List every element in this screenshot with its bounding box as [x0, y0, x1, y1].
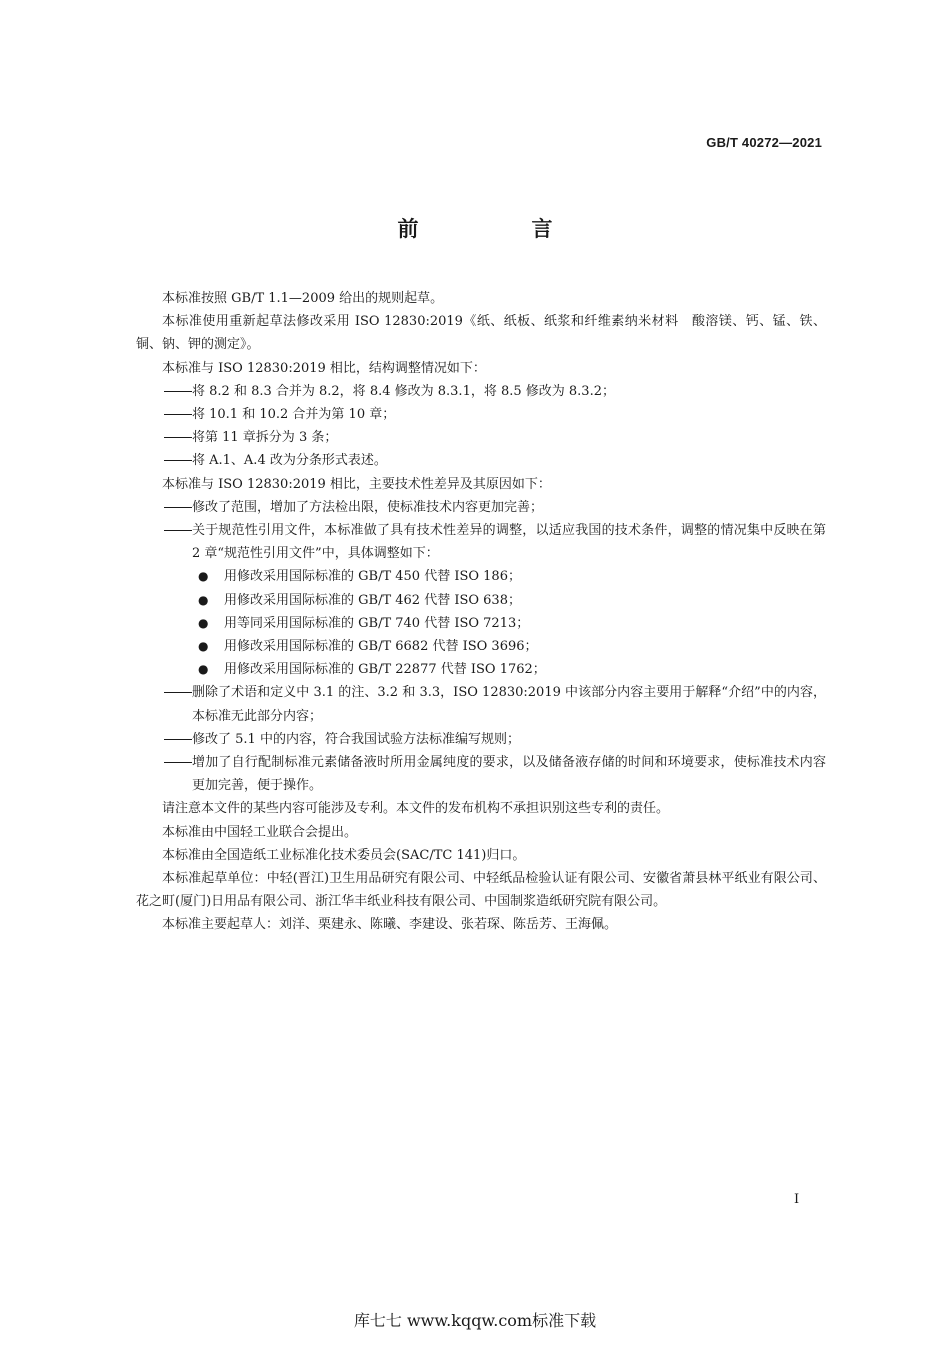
dash-item [136, 728, 826, 751]
paragraph-proposer: 本标准由中国轻工业联合会提出。 [162, 824, 358, 840]
dash-item-text: 将 10.1 和 10.2 合并为第 10 章； [192, 407, 396, 423]
document-body [136, 287, 826, 937]
bullet-item-text: 用修改采用国际标准的 GB/T 450 代替 ISO 186； [224, 569, 521, 585]
dash-item [136, 496, 826, 519]
bullet-item-text: 用修改采用国际标准的 GB/T 462 代替 ISO 638； [224, 592, 521, 608]
bullet-dot-icon: ● [198, 569, 209, 584]
dash-item-text: 将第 11 章拆分为 3 条； [192, 430, 338, 446]
dash-item [136, 403, 826, 426]
bullet-item [136, 658, 826, 681]
dash-item [136, 426, 826, 449]
dash-item [136, 380, 826, 403]
dash-item-text: 修改了 5.1 中的内容，符合我国试验方法标准编写规则； [192, 731, 520, 747]
bullet-dot-icon: ● [198, 639, 209, 654]
paragraph-drafting-rules: 本标准按照 GB/T 1.1—2009 给出的规则起草。 [162, 291, 444, 306]
dash-item-text: 删除了术语和定义中 3.1 的注、3.2 和 3.3，ISO 12830:2019 中该部分内容主要用于解释“介绍”中的内容，本标准无此部分内容； [192, 685, 826, 724]
page-title: 前 言 [397, 217, 599, 241]
bullet-item-text: 用等同采用国际标准的 GB/T 740 代替 ISO 7213； [224, 615, 530, 631]
paragraph-patent-notice: 请注意本文件的某些内容可能涉及专利。本文件的发布机构不承担识别这些专利的责任。 [162, 801, 670, 817]
bullet-item [136, 612, 826, 635]
bullet-dot-icon: ● [198, 592, 209, 607]
dash-item [136, 519, 826, 565]
dash-item-text: 关于规范性引用文件，本标准做了具有技术性差异的调整，以适应我国的技术条件，调整的情况集中反映在第 2 章“规范性引用文件”中，具体调整如下： [192, 523, 826, 562]
standard-code: GB/T 40272—2021 [706, 135, 822, 150]
paragraph-drafters: 本标准主要起草人：刘洋、栗建永、陈曦、李建设、张若琛、陈岳芳、王海佩。 [162, 917, 618, 933]
paragraph-adoption: 本标准使用重新起草法修改采用 ISO 12830:2019《纸、纸板、纸浆和纤维素纳米材料 酸溶镁、钙、锰、铁、铜、钠、钾的测定》。 [136, 314, 826, 353]
bullet-item [136, 635, 826, 658]
paragraph-committee: 本标准由全国造纸工业标准化技术委员会(SAC/TC 141)归口。 [162, 847, 526, 863]
dash-item [136, 681, 826, 727]
bullet-item [136, 589, 826, 612]
paragraph-structure-intro: 本标准与 ISO 12830:2019 相比，结构调整情况如下： [162, 360, 486, 376]
bullet-dot-icon: ● [198, 615, 209, 630]
bullet-dot-icon: ● [198, 662, 209, 677]
dash-item-text: 将 A.1、A.4 改为分条形式表述。 [192, 453, 387, 469]
bullet-item-text: 用修改采用国际标准的 GB/T 22877 代替 ISO 1762； [224, 662, 546, 678]
dash-item-text: 修改了范围，增加了方法检出限，使标准技术内容更加完善； [192, 499, 544, 515]
bullet-item [136, 565, 826, 588]
page-number: I [794, 1192, 800, 1207]
paragraph-drafting-units: 本标准起草单位：中轻(晋江)卫生用品研究有限公司、中轻纸品检验认证有限公司、安徽省萧县林平纸业有限公司、花之町(厦门)日用品有限公司、浙江华丰纸业科技有限公司、中国制浆造纸研究院有限公司。 [136, 871, 826, 910]
footer-watermark-link[interactable]: 库七七 www.kqqw.com标准下载 [353, 1311, 597, 1330]
paragraph-differences-intro: 本标准与 ISO 12830:2019 相比，主要技术性差异及其原因如下： [162, 476, 551, 492]
dash-item [136, 449, 826, 472]
dash-item [136, 751, 826, 797]
dash-item-text: 增加了自行配制标准元素储备液时所用金属纯度的要求，以及储备液存储的时间和环境要求，使标准技术内容更加完善，便于操作。 [192, 755, 826, 794]
dash-item-text: 将 8.2 和 8.3 合并为 8.2，将 8.4 修改为 8.3.1，将 8.5 修改为 8.3.2； [192, 383, 615, 399]
bullet-item-text: 用修改采用国际标准的 GB/T 6682 代替 ISO 3696； [224, 639, 538, 655]
